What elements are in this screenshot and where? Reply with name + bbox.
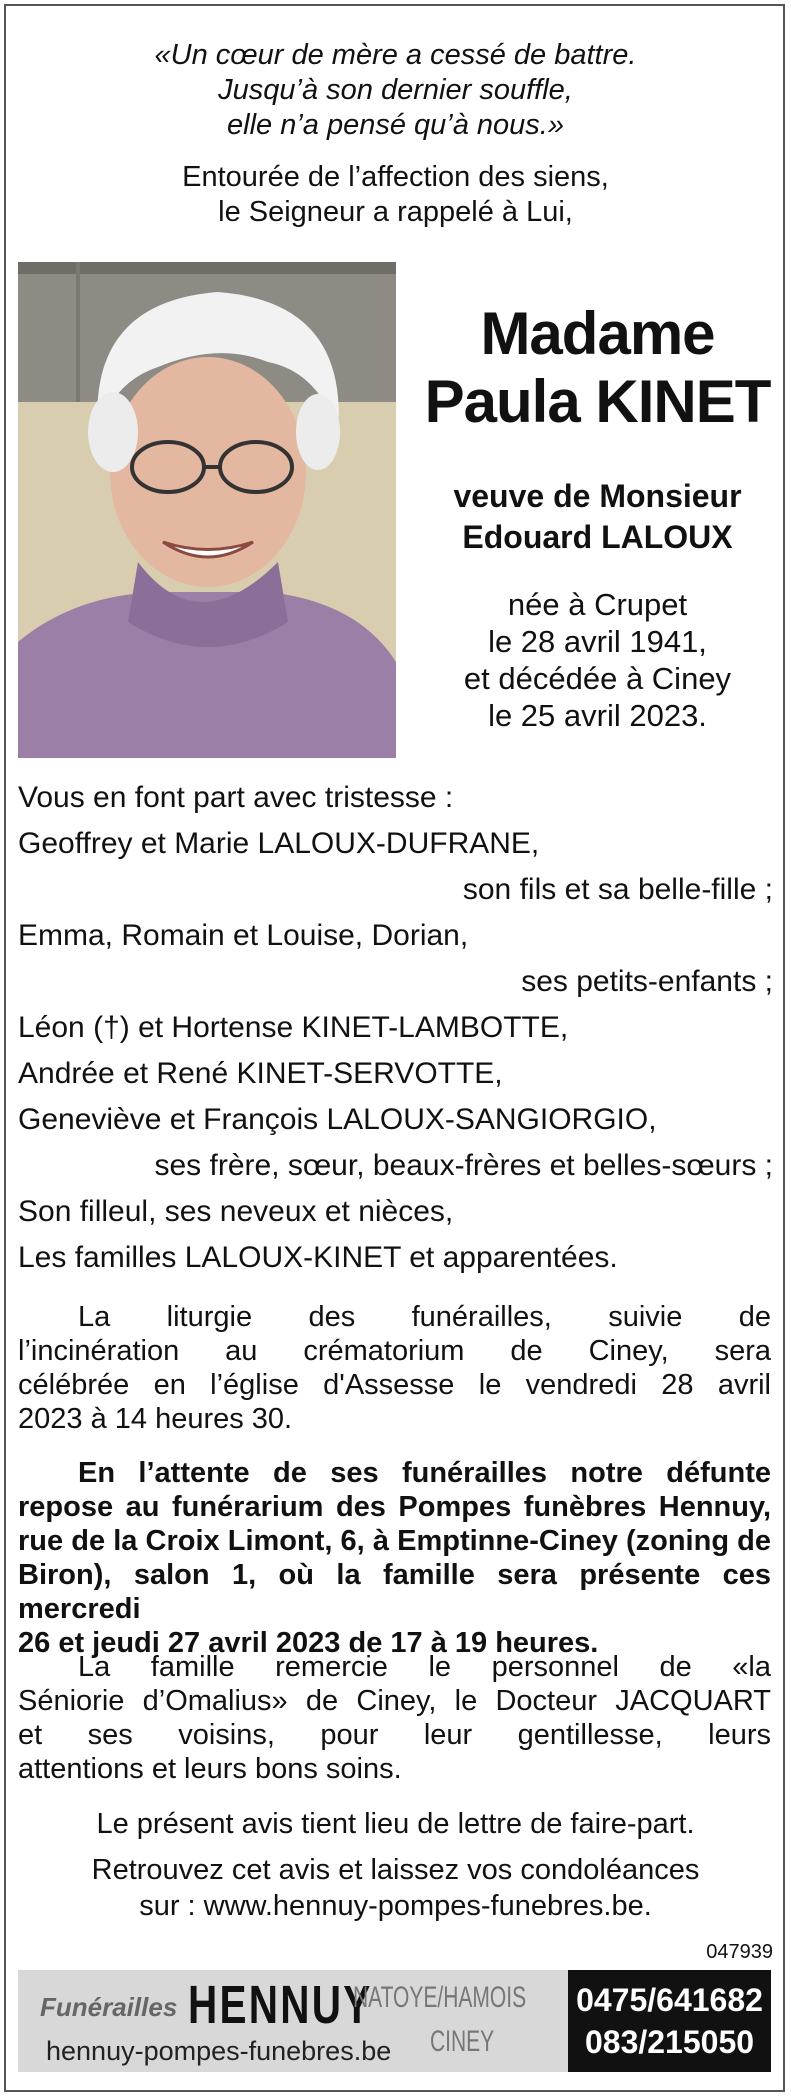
deceased-fullname: Paula KINET [424, 368, 771, 435]
phone-1[interactable]: 0475/641682 [576, 1982, 763, 2018]
viewing-paragraph [18, 1456, 771, 1660]
family-relation: son fils et sa belle-fille ; [462, 873, 773, 906]
phone-2[interactable]: 083/215050 [584, 2024, 755, 2060]
liturgy-paragraph [18, 1300, 771, 1436]
intro-text [0, 160, 791, 230]
thanks-line: Séniorie d’Omalius» de Ciney, le Docteur JACQUART [18, 1685, 771, 1717]
family-line: Andrée et René KINET-SERVOTTE, [18, 1057, 503, 1090]
quote-line: «Un cœur de mère a cessé de battre. [154, 39, 637, 71]
thanks-line: La famille remercie le personnel de «la [78, 1651, 771, 1683]
town-2: CINEY [430, 2025, 495, 2058]
family-line: Léon (†) et Hortense KINET-LAMBOTTE, [18, 1011, 569, 1044]
town-1: NATOYE/HAMOIS [353, 1981, 527, 2014]
condolences-line: Retrouvez cet avis et laissez vos condoléances [91, 1854, 700, 1886]
viewing-line: repose au funérarium des Pompes funèbres Hennuy, [18, 1491, 771, 1523]
viewing-line: Biron), salon 1, où la famille sera présente ces mercredi [18, 1559, 771, 1625]
epitaph-quote [0, 38, 791, 143]
viewing-line: rue de la Croix Limont, 6, à Emptinne-Ciney (zoning de [18, 1525, 771, 1557]
family-relation: ses petits-enfants ; [521, 965, 773, 998]
liturgy-line: La liturgie des funérailles, suivie de [78, 1301, 771, 1333]
family-relation: ses frère, sœur, beaux-frères et belles-sœurs ; [154, 1149, 773, 1182]
deceased-title: Madame [480, 300, 715, 367]
deceased-name [405, 300, 790, 436]
announcement-line: Vous en font part avec tristesse : [18, 781, 454, 814]
liturgy-line: célébrée en l’église d'Assesse le vendredi 28 avril [18, 1369, 771, 1401]
spouse-name: Edouard LALOUX [462, 519, 733, 555]
funerailles-label: Funérailles [40, 1992, 178, 2022]
family-line: Les familles LALOUX-KINET et apparentées. [18, 1241, 618, 1274]
liturgy-line: 2023 à 14 heures 30. [18, 1403, 293, 1435]
date-line: et décédée à Ciney [463, 661, 732, 696]
intro-line: le Seigneur a rappelé à Lui, [218, 196, 573, 228]
liturgy-line: l’incinération au crématorium de Ciney, sera [18, 1335, 771, 1367]
condolences-text [0, 1852, 791, 1924]
portrait-photo [18, 262, 396, 758]
notice-line: Le présent avis tient lieu de lettre de faire-part. [96, 1808, 695, 1840]
date-line: le 28 avril 1941, [488, 624, 707, 659]
portrait-illustration [18, 262, 396, 758]
quote-line: elle n’a pensé qu’à nous.» [227, 109, 564, 141]
family-line: Emma, Romain et Louise, Dorian, [18, 919, 469, 952]
condolences-link[interactable]: sur : www.hennuy-pompes-funebres.be. [139, 1890, 652, 1922]
widow-line: veuve de Monsieur [453, 478, 742, 514]
brand-logo: HENNUY [188, 1975, 373, 2035]
quote-line: Jusqu’à son dernier souffle, [218, 74, 573, 106]
family-line: Geneviève et François LALOUX-SANGIORGIO, [18, 1103, 657, 1136]
family-line: Geoffrey et Marie LALOUX-DUFRANE, [18, 827, 540, 860]
thanks-line: attentions et leurs bons soins. [18, 1753, 402, 1785]
birth-death-dates [405, 586, 790, 734]
intro-line: Entourée de l’affection des siens, [182, 161, 609, 193]
date-line: née à Crupet [507, 587, 688, 622]
website-link[interactable]: hennuy-pompes-funebres.be [46, 2036, 392, 2066]
thanks-line: et ses voisins, pour leur gentillesse, leurs [18, 1719, 771, 1751]
viewing-line: 26 et jeudi 27 avril 2023 de 17 à 19 heures. [18, 1627, 599, 1659]
thanks-paragraph [18, 1650, 771, 1786]
phone-box [568, 1970, 771, 2072]
family-line: Son filleul, ses neveux et nièces, [18, 1195, 454, 1228]
viewing-line: En l’attente de ses funérailles notre défunte [78, 1457, 771, 1489]
reference-number: 047939 [706, 1941, 773, 1963]
widow-of [405, 476, 790, 558]
funeral-home-banner [18, 1970, 771, 2072]
date-line: le 25 avril 2023. [488, 698, 707, 733]
